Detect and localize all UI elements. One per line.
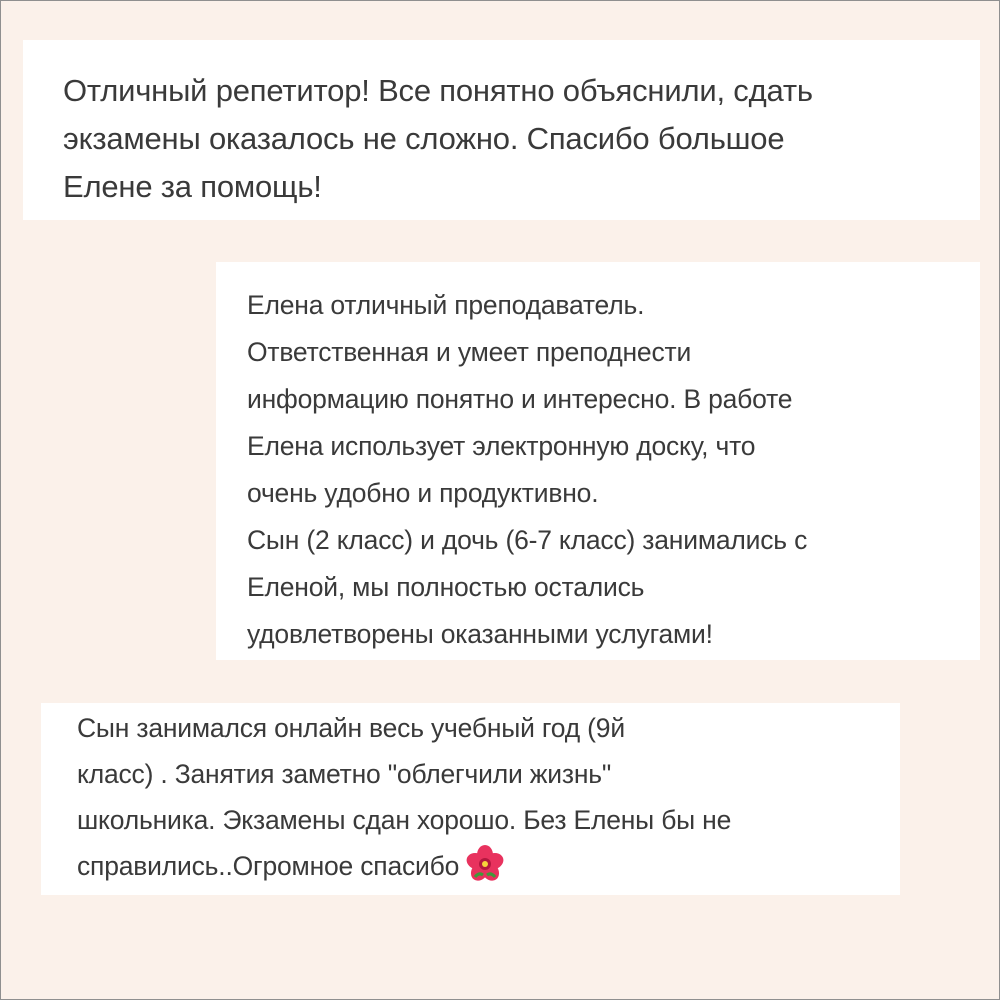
review-card (41, 703, 900, 895)
review-card (23, 40, 980, 220)
review-card (216, 262, 980, 660)
review-text: Елена отличный преподаватель. Ответственная и умеет преподнести информацию понятно и интересно. В работе Елена использует электронную доску, что очень удобно и продуктивно. Сын (2 класс) и дочь (6-7 класс) занимались с Еленой, мы полностью остались удовлетворены оказанными услугами! (247, 290, 808, 649)
hibiscus-icon (465, 844, 505, 884)
review-text: Отличный репетитор! Все понятно объяснили, сдать экзамены оказалось не сложно. Спасибо большое Елене за помощь! (63, 73, 813, 204)
review-text (77, 705, 900, 889)
review-text-content: Сын занимался онлайн весь учебный год (9й класс) . Занятия заметно "облегчили жизнь" школьника. Экзамены сдан хорошо. Без Елены бы не справились..Огромное спасибо (77, 713, 732, 881)
